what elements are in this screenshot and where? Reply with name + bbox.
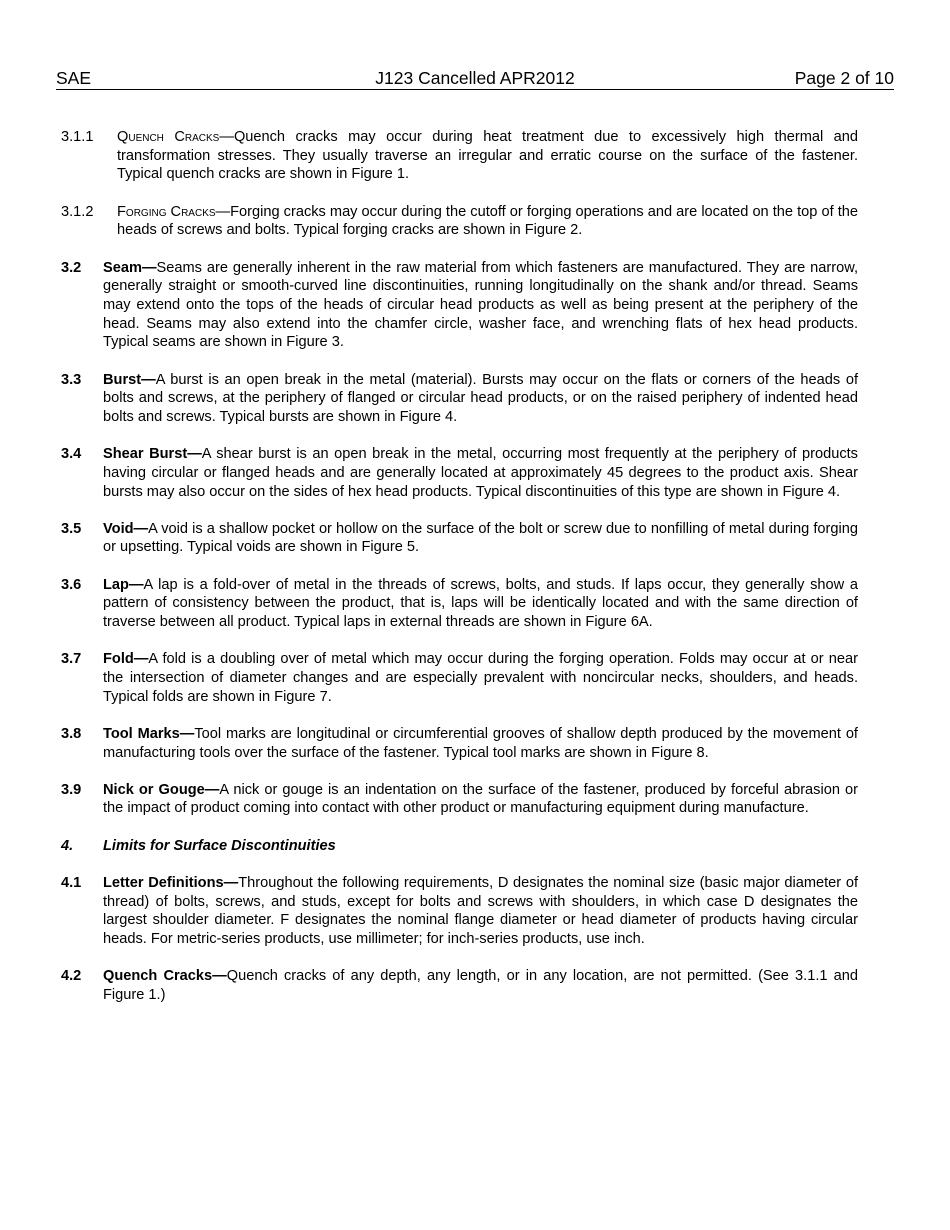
clause-number: 3.8 bbox=[61, 725, 82, 742]
clause-number: 4.1 bbox=[61, 874, 82, 891]
clause-3-7: 3.7 Fold—A fold is a doubling over of metal which may occur during the forging operation. Folds may occur at or near the intersection of diameter changes and are especially prevalent with noncircular necks, shoulders, and heads. Typical folds are shown in Figure 7. bbox=[61, 651, 858, 705]
clause-title: Lap bbox=[103, 576, 129, 593]
clause-3-1-2: 3.1.2 Forging Cracks—Forging cracks may occur during the cutoff or forging operations and are located on the top of the heads of screws and bolts. Typical forging cracks are shown in Figure 2. bbox=[61, 203, 858, 239]
clause-text: Seams are generally inherent in the raw material from which fasteners are manufactured. They are narrow, generally straight or smooth-curved line discontinuities, running longitudinally on the shank and/or thread. Seams may extend onto the tops of the heads of circular head products as well as being present at the periphery of the head. Seams may also extend into the chamfer circle, washer face, and wrenching flats of hex head products. Typical seams are shown in Figure 3. bbox=[103, 259, 858, 351]
clause-text: Throughout the following requirements, D designates the nominal size (basic major diameter of thread) of bolts, screws, and studs, except for bolts and screws with shoulders, in which case D designates the largest shoulder diameter. F designates the nominal flange diameter or head diameter of products having circular heads. For metric-series products, use millimeter; for inch-series products, use inch. bbox=[103, 874, 858, 947]
clause-text: Tool marks are longitudinal or circumferential grooves of shallow depth produced by the movement of manufacturing tools over the surface of the fastener. Typical tool marks are shown in Figure 8. bbox=[103, 725, 858, 761]
clause-title: Shear Burst bbox=[103, 446, 188, 463]
clause-title: Nick or Gouge bbox=[103, 781, 205, 798]
clause-number: 3.7 bbox=[61, 651, 82, 668]
clause-3-4: 3.4 Shear Burst—A shear burst is an open break in the metal, occurring most frequently at the periphery of products having circular or flanged heads and are generally located at approximately 45 degrees to the product axis. Shear bursts may also occur on the sides of hex head products. Typical discontinuities of this type are shown in Figure 4. bbox=[61, 446, 858, 500]
clause-number: 3.1.1 bbox=[61, 129, 94, 145]
clause-title: Fold bbox=[103, 651, 134, 668]
clause-3-9: 3.9 Nick or Gouge—A nick or gouge is an indentation on the surface of the fastener, produced by forceful abrasion or the impact of product coming into contact with other product or manufacturing equipment during manufacture. bbox=[61, 781, 858, 817]
clause-3-3: 3.3 Burst—A burst is an open break in the metal (material). Bursts may occur on the flats or corners of the heads of bolts and screws, at the periphery of flanged or circular head products, or on the raised periphery of indented head bolts and screws. Typical bursts are shown in Figure 4. bbox=[61, 371, 858, 425]
clause-number: 3.1.2 bbox=[61, 203, 94, 220]
clause-3-6: 3.6 Lap—A lap is a fold-over of metal in the threads of screws, bolts, and studs. If laps occur, they generally show a pattern of consistency between the product, that is, laps will be identically located and with the same direction of traverse between all product. Typical laps in external threads are shown in Figure 6A. bbox=[61, 576, 858, 631]
clause-text: A void is a shallow pocket or hollow on the surface of the bolt or screw due to nonfilling of metal during forging or upsetting. Typical voids are shown in Figure 5. bbox=[103, 520, 858, 556]
clause-title: Quench Cracks bbox=[103, 968, 213, 985]
clause-title: Void bbox=[103, 520, 134, 537]
clause-number: 3.5 bbox=[61, 520, 82, 537]
clause-4-1: 4.1 Letter Definitions—Throughout the following requirements, D designates the nominal size (basic major diameter of thread) of bolts, screws, and studs, except for bolts and screws with shoulders, in which case D designates the largest shoulder diameter. F designates the nominal flange diameter or head diameter of products having circular heads. For metric-series products, use millimeter; for inch-series products, use inch. bbox=[61, 874, 858, 947]
clause-text: A fold is a doubling over of metal which may occur during the forging operation. Folds may occur at or near the intersection of diameter changes and are especially prevalent with noncircular necks, shoulders, and heads. Typical folds are shown in Figure 7. bbox=[103, 651, 858, 705]
clause-number: 3.6 bbox=[61, 576, 82, 593]
clause-text: A burst is an open break in the metal (material). Bursts may occur on the flats or corners of the heads of bolts and screws, at the periphery of flanged or circular head products, or on the raised periphery of indented head bolts and screws. Typical bursts are shown in Figure 4. bbox=[103, 371, 858, 425]
section-number: 4. bbox=[61, 837, 74, 854]
clause-title: Letter Definitions bbox=[103, 874, 224, 891]
clause-number: 3.3 bbox=[61, 371, 82, 388]
clause-3-1-1: 3.1.1 Quench Cracks—Quench cracks may occur during heat treatment due to excessively high thermal and transformation stresses. They usually traverse an irregular and erratic course on the surface of the fastener. Typical quench cracks are shown in Figure 1. bbox=[61, 129, 858, 183]
clause-title: Forging Cracks bbox=[117, 203, 216, 220]
clause-title: Burst bbox=[103, 371, 142, 388]
section-title: Limits for Surface Discontinuities bbox=[103, 837, 336, 854]
header-org: SAE bbox=[56, 68, 92, 88]
clause-title: Tool Marks bbox=[103, 725, 180, 742]
clause-text: A shear burst is an open break in the metal, occurring most frequently at the periphery of products having circular or flanged heads and are generally located at approximately 45 degrees to the product axis. Shear bursts may also occur on the sides of hex head products. Typical discontinuities of this type are shown in Figure 4. bbox=[103, 446, 858, 500]
clause-title: Seam bbox=[103, 259, 142, 276]
clause-number: 4.2 bbox=[61, 968, 82, 985]
clause-3-8: 3.8 Tool Marks—Tool marks are longitudinal or circumferential grooves of shallow depth produced by the movement of manufacturing tools over the surface of the fastener. Typical tool marks are shown in Figure 8. bbox=[61, 725, 858, 761]
document-body bbox=[61, 128, 858, 1023]
page-header bbox=[56, 67, 894, 90]
clause-text: Quench cracks may occur during heat treatment due to excessively high thermal and transformation stresses. They usually traverse an irregular and erratic course on the surface of the fastener. Typical quench cracks are shown in Figure 1. bbox=[117, 129, 858, 183]
clause-4-2: 4.2 Quench Cracks—Quench cracks of any depth, any length, or in any location, are not permitted. (See 3.1.1 and Figure 1.) bbox=[61, 968, 858, 1003]
clause-text: Quench cracks of any depth, any length, or in any location, are not permitted. (See 3.1.1 and Figure 1.) bbox=[103, 968, 858, 1003]
clause-text: A nick or gouge is an indentation on the surface of the fastener, produced by forceful abrasion or the impact of product coming into contact with other product or manufacturing equipment during manufacture. bbox=[103, 781, 858, 817]
clause-number: 3.4 bbox=[61, 446, 82, 463]
header-page-number: Page 2 of 10 bbox=[794, 68, 894, 88]
clause-title: Quench Cracks bbox=[117, 129, 220, 145]
clause-3-5: 3.5 Void—A void is a shallow pocket or hollow on the surface of the bolt or screw due to nonfilling of metal during forging or upsetting. Typical voids are shown in Figure 5. bbox=[61, 520, 858, 556]
section-4-heading bbox=[61, 837, 858, 856]
clause-text: Forging cracks may occur during the cutoff or forging operations and are located on the top of the heads of screws and bolts. Typical forging cracks are shown in Figure 2. bbox=[117, 203, 858, 239]
clause-3-2: 3.2 Seam—Seams are generally inherent in the raw material from which fasteners are manufactured. They are narrow, generally straight or smooth-curved line discontinuities, running longitudinally on the shank and/or thread. Seams may extend onto the tops of the heads of circular head products as well as being present at the periphery of the head. Seams may also extend into the chamfer circle, washer face, and wrenching flats of hex head products. Typical seams are shown in Figure 3. bbox=[61, 259, 858, 351]
clause-text: A lap is a fold-over of metal in the threads of screws, bolts, and studs. If laps occur, they generally show a pattern of consistency between the product, that is, laps will be identically located and with the same direction of traverse between all product. Typical laps in external threads are shown in Figure 6A. bbox=[103, 576, 858, 631]
clause-number: 3.9 bbox=[61, 781, 82, 798]
clause-number: 3.2 bbox=[61, 259, 82, 276]
header-document-id: J123 Cancelled APR2012 bbox=[375, 68, 575, 88]
